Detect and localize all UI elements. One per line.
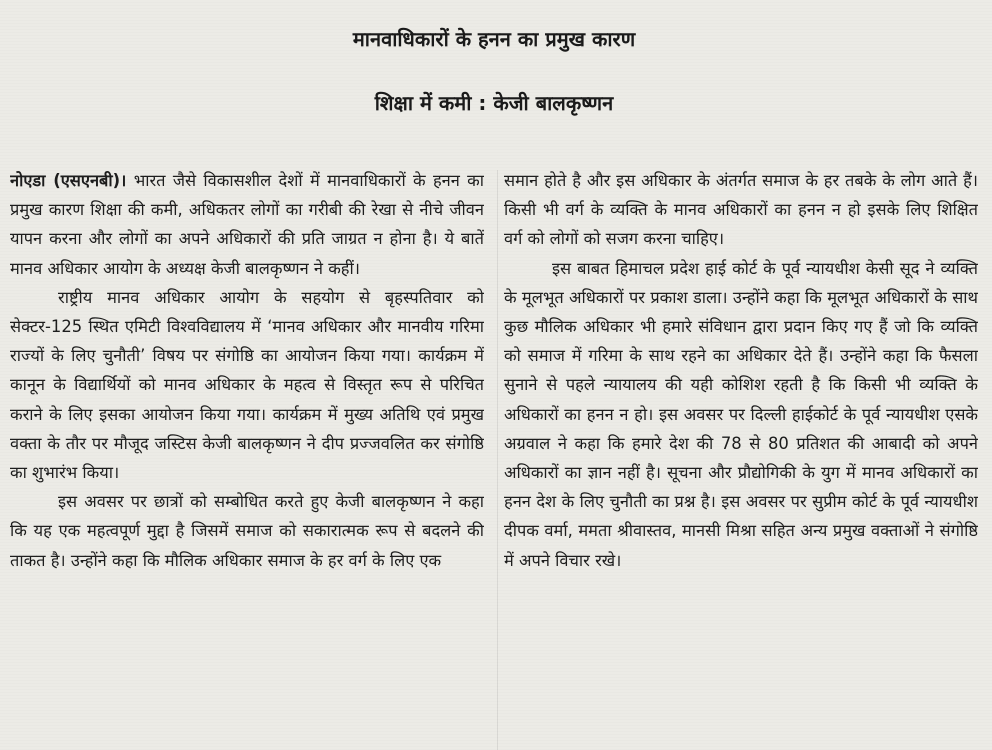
left-paragraph-1-text: भारत जैसे विकासशील देशों में मानवाधिकारों के हनन का प्रमुख कारण शिक्षा की कमी, अधिकतर लोगों का गरीबी की रेखा से नीचे जीवन यापन करना और लोगों का अपने अधिकारों की प्रति जाग्रत न होना है। ये बातें मानव अधिकार आयोग के अध्यक्ष केजी बालकृष्णन ने कहीं। (10, 171, 484, 278)
left-column (10, 166, 484, 750)
left-paragraph-2: राष्ट्रीय मानव अधिकार आयोग के सहयोग से बृहस्पतिवार को सेक्टर-125 स्थित एमिटी विश्वविद्यालय में ‘मानव अधिकार और मानवीय गरिमा राज्यों के लिए चुनौती’ विषय पर संगोष्ठि का आयोजन किया गया। कार्यक्रम में कानून के विद्यार्थियों को मानव अधिकार के महत्व से विस्तृत रूप से परिचित कराने के लिए इसका आयोजन किया गया। कार्यक्रम में मुख्य अतिथि एवं प्रमुख वक्ता के तौर पर मौजूद जस्टिस केजी बालकृष्णन ने दीप प्रज्जवलित कर संगोष्ठि का शुभारंभ किया। (10, 287, 484, 483)
left-paragraph-3: इस अवसर पर छात्रों को सम्बोधित करते हुए केजी बालकृष्णन ने कहा कि यह एक महत्वपूर्ण मुद्दा है जिसमें समाज को सकारात्मक रूप से बदलने की ताकत है। उन्होंने कहा कि मौलिक अधिकार समाज के हर वर्ग के लिए एक (10, 492, 484, 570)
right-paragraph-2: इस बाबत हिमाचल प्रदेश हाई कोर्ट के पूर्व न्यायधीश केसी सूद ने व्यक्ति के मूलभूत अधिकारों पर प्रकाश डाला। उन्होंने कहा कि मूलभूत अधिकारों के साथ कुछ मौलिक अधिकार भी हमारे संविधान द्वारा प्रदान किए गए हैं जो कि व्यक्ति को समाज में गरिमा के साथ रहने का अधिकार देते हैं। उन्होंने कहा कि फैसला सुनाने से पहले न्यायालय की यही कोशिश रहती है कि किसी भी व्यक्ति के अधिकारों का हनन न हो। इस अवसर पर दिल्ली हाईकोर्ट के पूर्व न्यायधीश एसके अग्रवाल ने कहा कि हमारे देश की 78 से 80 प्रतिशत की आबादी को अपने अधिकारों का ज्ञान नहीं है। सूचना और प्रौद्योगिकी के युग में मानव अधिकारों का हनन देश के लिए चुनौती का प्रश्न है। इस अवसर पर सुप्रीम कोर्ट के पूर्व न्यायधीश दीपक वर्मा, ममता श्रीवास्तव, मानसी मिश्रा सहित अन्य प्रमुख वक्ताओं ने संगोष्ठि में अपने विचार रखे। (504, 258, 978, 570)
headline-line-1: मानवाधिकारों के हनन का प्रमुख कारण (352, 27, 636, 51)
headline-line-2: शिक्षा में कमी : केजी बालकृष्णन (374, 91, 614, 115)
right-column (504, 166, 978, 750)
right-paragraph-1: समान होते है और इस अधिकार के अंतर्गत समाज के हर तबके के लोग आते हैं। किसी भी वर्ग के व्यक्ति के मानव अधिकारों का हनन न हो इसके लिए शिक्षित वर्ग को लोगों को सजग करना चाहिए। (504, 171, 978, 249)
dateline: नोएडा (एसएनबी)। (10, 171, 127, 190)
left-paragraph-1 (10, 166, 484, 283)
article-body (10, 166, 978, 750)
headline (10, 0, 978, 136)
